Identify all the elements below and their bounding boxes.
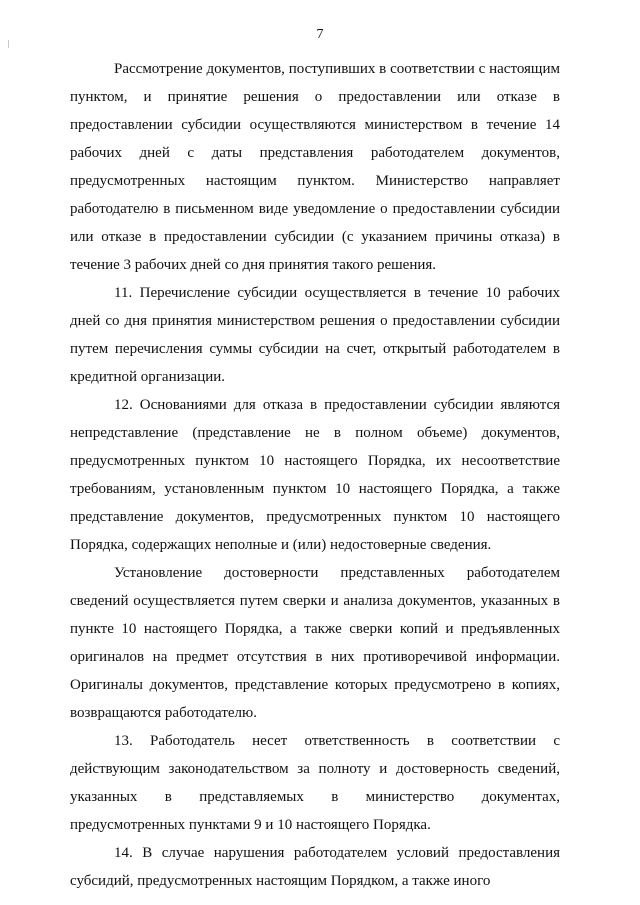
page-number: 7 bbox=[316, 27, 324, 42]
paragraph-verification: Установление достоверности представленных работодателем сведений осуществляется путем сверки и анализа документов, указанных в пункте 10 настоящего Порядка, а также сверки копий и предъявленных оригиналов на предмет отсутствия в них противоречивой информации. Оригиналы документов, представление которых предусмотрено в копиях, возвращаются работодателю. bbox=[70, 565, 560, 721]
paragraph-item-13: 13. Работодатель несет ответственность в соответствии с действующим законодательством за полноту и достоверность сведений, указанных в представляемых в министерство документах, предусмотренных пунктами 9 и 10 настоящего Порядка. bbox=[70, 733, 560, 833]
document-body bbox=[70, 55, 560, 895]
paragraph-item-11: 11. Перечисление субсидии осуществляется в течение 10 рабочих дней со дня принятия министерством решения о предоставлении субсидии путем перечисления суммы субсидии на счет, открытый работодателем в кредитной организации. bbox=[70, 285, 560, 385]
paragraph-item-14: 14. В случае нарушения работодателем условий предоставления субсидий, предусмотренных настоящим Порядком, а также иного bbox=[70, 845, 560, 889]
paragraph-review-documents: Рассмотрение документов, поступивших в соответствии с настоящим пунктом, и принятие решения о предоставлении или отказе в предоставлении субсидии осуществляются министерством в течение 14 рабочих дней с даты представления работодателем документов, предусмотренных настоящим пунктом. Министерство направляет работодателю в письменном виде уведомление о предоставлении субсидии или отказе в предоставлении субсидии (с указанием причины отказа) в течение 3 рабочих дней со дня принятия такого решения. bbox=[70, 61, 560, 273]
paragraph-item-12: 12. Основаниями для отказа в предоставлении субсидии являются непредставление (представление не в полном объеме) документов, предусмотренных пунктом 10 настоящего Порядка, их несоответствие требованиям, установленным пунктом 10 настоящего Порядка, а также представление документов, предусмотренных пунктом 10 настоящего Порядка, содержащих неполные и (или) недостоверные сведения. bbox=[70, 397, 560, 553]
